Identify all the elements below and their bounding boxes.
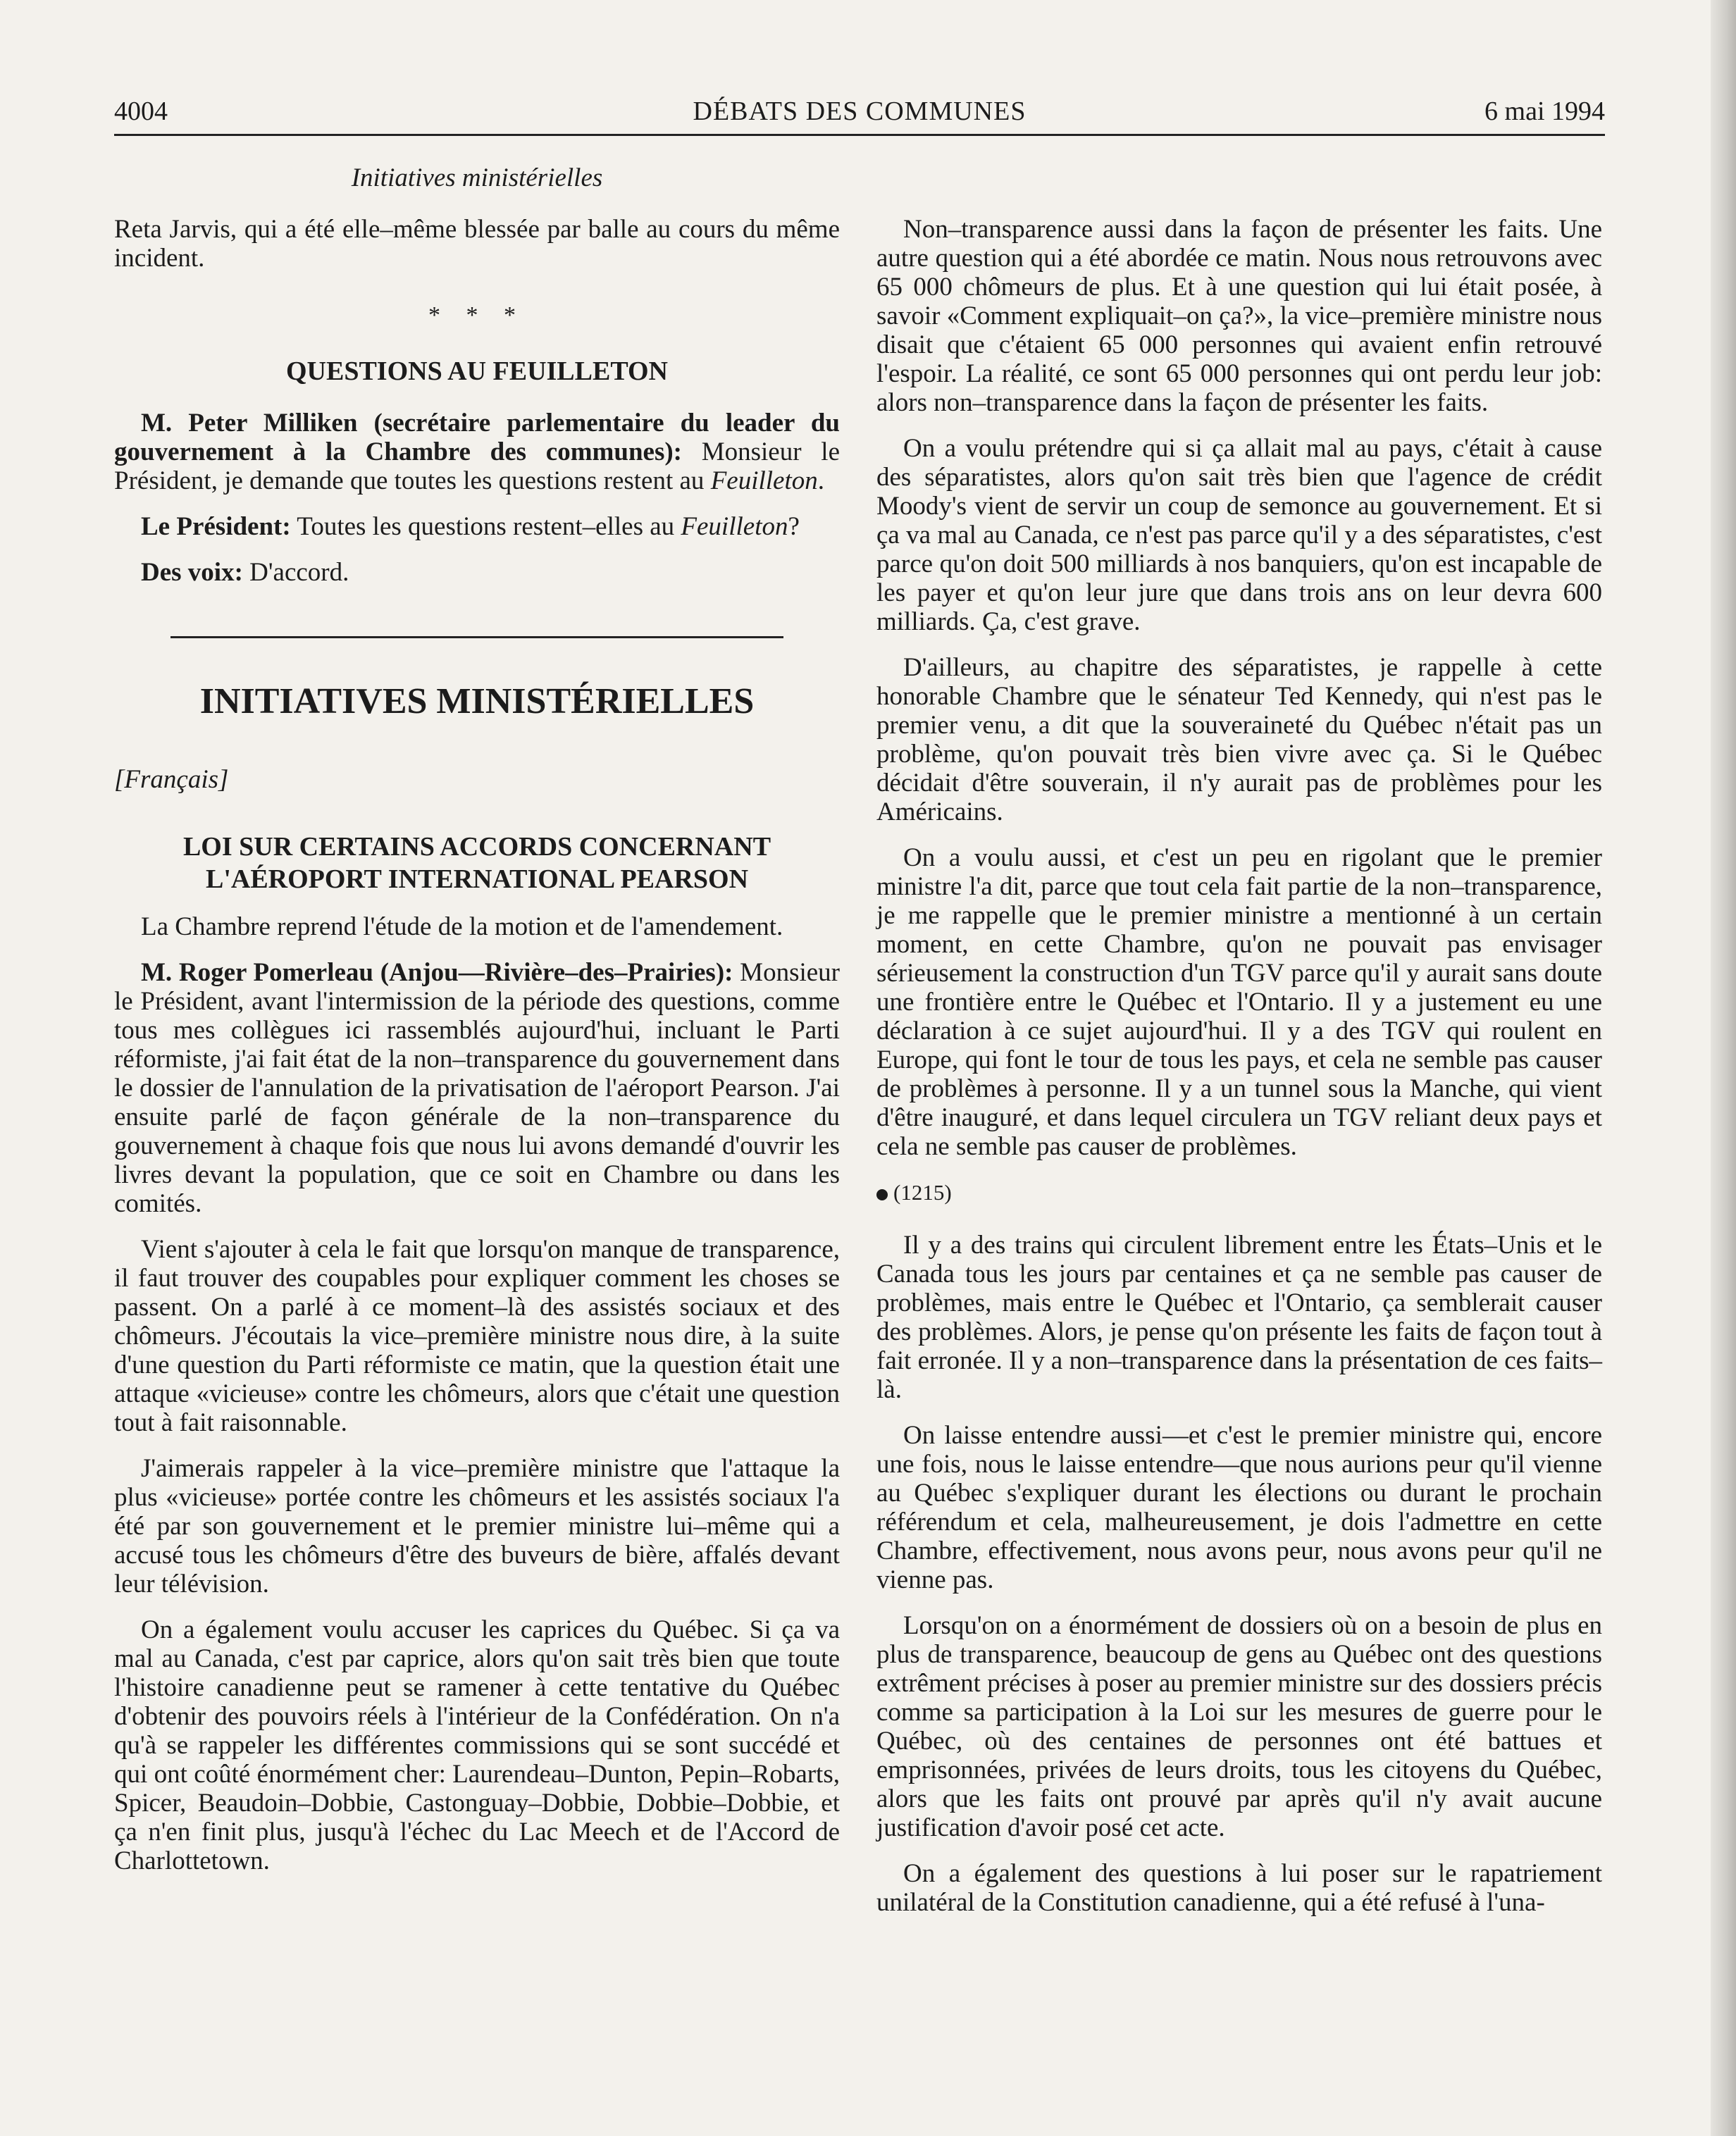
paragraph: Lorsqu'on on a énormément de dossiers où on a besoin de plus en plus de transparence, beaucoup de gens au Québec ont des questions extrêment précises à poser au premier ministre sur des dossiers précis comme sa participation à la Loi sur les mesures de guerre pour le Québec, où des centaines de personnes ont été battues et emprisonnées, privées de leurs droits, tous les citoyens du Québec, alors que les faits ont prouvé par après qu'il n'y avait aucune justification d'avoir posé cet acte. bbox=[876, 1611, 1602, 1842]
paragraph: On a voulu prétendre qui si ça allait mal au pays, c'était à cause des séparatistes, alors qu'on sait très bien que l'agence de crédit Moody's vient de servir un coup de semonce au gouvernement. Et si ça va mal au Canada, ce n'est pas parce qu'il y a des séparatistes, c'est parce qu'on doit 500 milliards à nos banquiers, qu'on est incapable de les payer et qu'on leur jure que dans trois ans on leur devra 600 milliards. Ça, c'est grave. bbox=[876, 434, 1602, 636]
speaker-name: M. Peter Milliken (secrétaire parlementaire du leader du gouvernement à la Chambre des communes): bbox=[114, 409, 840, 466]
header-rule bbox=[114, 134, 1605, 136]
section-heading-questions: QUESTIONS AU FEUILLETON bbox=[285, 356, 669, 386]
paragraph: La Chambre reprend l'étude de la motion et de l'amendement. bbox=[141, 912, 783, 941]
paragraph-milliken: M. Peter Milliken (secrétaire parlementaire du leader du gouvernement à la Chambre des communes): Monsieur le Président, je demande que toutes les questions restent au Feuilleton. bbox=[114, 409, 840, 495]
section-separator: * * * bbox=[428, 302, 526, 328]
section-divider bbox=[170, 636, 783, 638]
paragraph-voix: Des voix: D'accord. bbox=[141, 558, 349, 587]
publication-title: DÉBATS DES COMMUNES bbox=[693, 97, 1027, 126]
page-edge-shadow bbox=[1711, 0, 1736, 2136]
right-column bbox=[876, 215, 1602, 1934]
left-column bbox=[114, 215, 840, 1892]
paragraph: On a également voulu accuser les caprices du Québec. Si ça va mal au Canada, c'est par caprice, alors qu'on sait très bien que toute l'histoire canadienne peut se ramener à cette tentative du Québec d'obtenir des pouvoirs réels à l'intérieur de la Confédération. On n'a qu'à se rappeler les différentes commissions qui se sont succédé et qui ont coûté énormément cher: Laurendeau–Dunton, Pepin–Robarts, Spicer, Beaudoin–Dobbie, Castonguay–Dobbie, Dobbie–Dobbie, et ça n'en finit plus, jusqu'à l'échec du Lac Meech et de l'Accord de Charlottetown. bbox=[114, 1615, 840, 1875]
speaker-name: M. Roger Pomerleau (Anjou—Rivière–des–Prairies): bbox=[141, 958, 733, 987]
speaker-name: Le Président: bbox=[141, 512, 291, 541]
section-heading-main: INITIATIVES MINISTÉRIELLES bbox=[199, 681, 755, 721]
paragraph: Vient s'ajouter à cela le fait que lorsqu'on manque de transparence, il faut trouver des coupables pour expliquer comment les choses se passent. On a parlé à ce moment–là des assistés sociaux et des chômeurs. J'écoutais la vice–première ministre nous dire, à la suite d'une question du Parti réformiste ce matin, que la question était une attaque «vicieuse» contre les chômeurs, alors que c'était une question tout à fait raisonnable. bbox=[114, 1235, 840, 1437]
paragraph: Non–transparence aussi dans la façon de présenter les faits. Une autre question qui a été abordée ce matin. Nous nous retrouvons avec 65 000 chômeurs de plus. Et à une question qui lui était posée, à savoir «Comment expliquait–on ça?», la vice–première ministre nous disait que c'étaient 65 000 personnes qui avaient enfin retrouvé l'espoir. La réalité, ce sont 65 000 personnes qui ont perdu leur job: alors non–transparence dans la façon de présenter les faits. bbox=[876, 215, 1602, 417]
bullet-icon bbox=[876, 1189, 888, 1200]
page-header bbox=[114, 92, 1605, 131]
paragraph: On laisse entendre aussi—et c'est le premier ministre qui, encore une fois, nous le laisse entendre—que nous aurions peur qu'il vienne au Québec s'expliquer durant les élections ou durant le prochain référendum et cela, malheureusement, je dois l'admettre en cette Chambre, effectivement, nous avons peur, nous avons peur qu'il ne vienne pas. bbox=[876, 1421, 1602, 1594]
paragraph: On a également des questions à lui poser sur le rapatriement unilatéral de la Constitution canadienne, qui a été refusé à l'una- bbox=[876, 1859, 1602, 1917]
running-head: Initiatives ministérielles bbox=[351, 163, 603, 192]
paragraph: On a voulu aussi, et c'est un peu en rigolant que le premier ministre l'a dit, parce que tout cela fait partie de la non–transparence, je me rappelle que le premier ministre a mentionné à un certain moment, en cette Chambre, qu'on ne pouvait pas envisager sérieusement la construction d'un TGV parce qu'il y aurait sans doute une frontière entre le Québec et l'Ontario. Il y a justement eu une déclaration à ce sujet aujourd'hui. Il y a des TGV qui roulent en Europe, qui font le tour de tous les pays, et cela ne semble pas causer de problèmes à personne. Il y a un tunnel sous la Manche, qui vient d'être inauguré, et dans lequel circulera un TGV reliant deux pays et cela ne semble pas causer de problèmes. bbox=[876, 843, 1602, 1161]
paragraph: J'aimerais rappeler à la vice–première ministre que l'attaque la plus «vicieuse» portée contre les chômeurs et les assistés sociaux l'a été par son gouvernement et le premier ministre lui–même qui a accusé tous les chômeurs d'être des buveurs de bière, affalés devant leur télévision. bbox=[114, 1454, 840, 1598]
page-number: 4004 bbox=[114, 97, 168, 126]
issue-date: 6 mai 1994 bbox=[1484, 97, 1605, 126]
paragraph: D'ailleurs, au chapitre des séparatistes, je rappelle à cette honorable Chambre que le sénateur Ted Kennedy, qui n'est pas le premier venu, a dit que la souveraineté du Québec n'était pas un problème, qu'on pouvait très bien vivre avec ça. Si le Québec décidait d'être souverain, il n'y aurait pas de problèmes pour les Américains. bbox=[876, 653, 1602, 826]
language-marker: [Français] bbox=[114, 765, 229, 794]
bill-heading: LOI SUR CERTAINS ACCORDS CONCERNANT L'AÉROPORT INTERNATIONAL PEARSON bbox=[182, 832, 771, 894]
paragraph: Reta Jarvis, qui a été elle–même blessée par balle au cours du même incident. bbox=[114, 215, 840, 273]
time-marker: (1215) bbox=[876, 1178, 1602, 1207]
speaker-name: Des voix: bbox=[141, 558, 243, 587]
paragraph: Il y a des trains qui circulent librement entre les États–Unis et le Canada tous les jours par centaines et ça ne semble pas causer de problèmes, mais entre le Québec et l'Ontario, ça semblerait causer des problèmes. Alors, je pense qu'on présente les faits de façon tout à fait erronée. Il y a non–transparence dans la présentation de ces faits–là. bbox=[876, 1231, 1602, 1404]
paragraph-president: Le Président: Toutes les questions restent–elles au Feuilleton? bbox=[141, 512, 800, 541]
paragraph-pomerleau: M. Roger Pomerleau (Anjou—Rivière–des–Prairies): Monsieur le Président, avant l'intermission de la période des questions, comme tous mes collègues ici rassemblés aujourd'hui, incluant le Parti réformiste, j'ai fait état de la non–transparence du gouvernement dans le dossier de l'annulation de la privatisation de l'aéroport Pearson. J'ai ensuite parlé de façon générale de la non–transparence du gouvernement à chaque fois que nous lui avons demandé d'ouvrir les livres devant la population, que ce soit en Chambre ou dans les comités. bbox=[114, 958, 840, 1218]
